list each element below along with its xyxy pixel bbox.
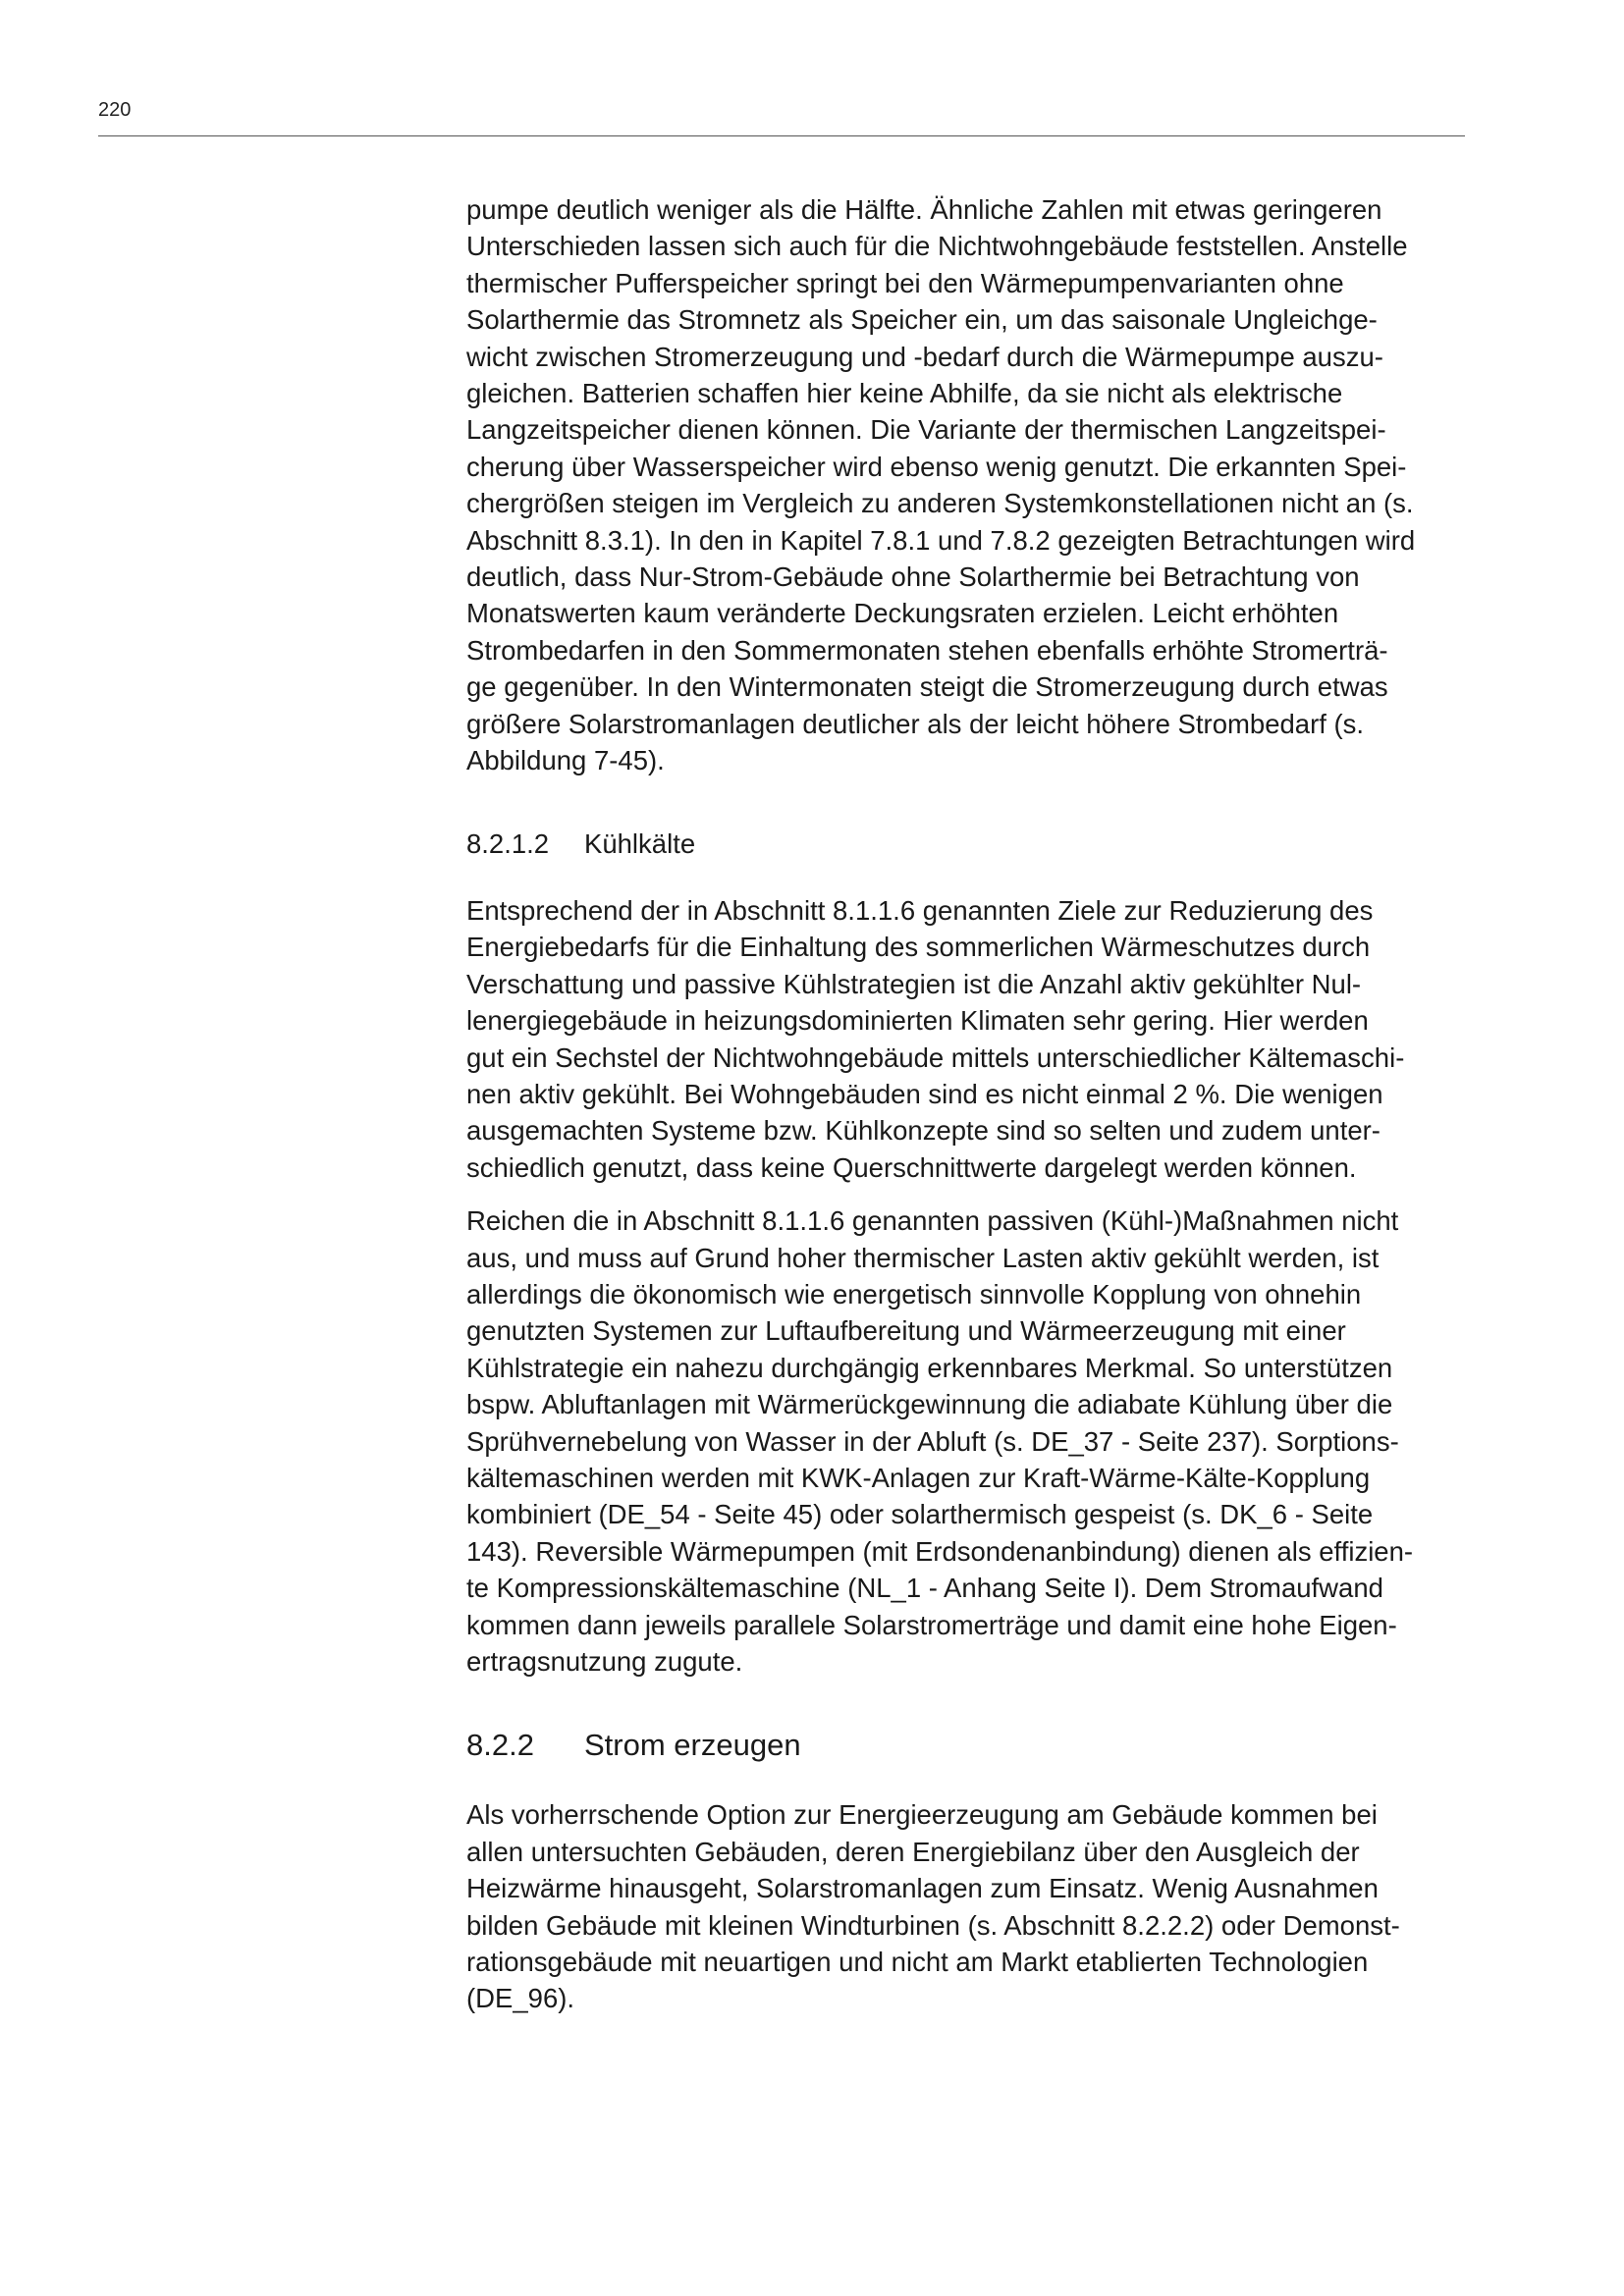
section-title: Strom erzeugen	[584, 1728, 801, 1763]
header-rule	[98, 135, 1465, 136]
section-number: 8.2.1.2	[466, 828, 550, 859]
section-heading-822	[466, 1726, 1448, 1765]
page-number: 220	[98, 99, 132, 121]
paragraph-heat-pump-storage: pumpe deutlich weniger als die Hälfte. Ähnliche Zahlen mit etwas geringeren Unterschieden lassen sich auch für die Nichtwohngebäude feststellen. Anstelle thermischer Pufferspeicher springt bei den Wärmepumpenvarianten ohne Solarthermie das Stromnetz als Speicher ein, um das saisonale Ungleichge- wicht zwischen Stromerzeugung und -bedarf durch die Wärmepumpe auszu- gleichen. Batterien schaffen hier keine Abhilfe, da sie nicht als elektrische Langzeitspeicher dienen können. Die Variante der thermischen Langzeitspei- cherung über Wasserspeicher wird ebenso wenig genutzt. Die erkannten Spei- chergrößen steigen im Vergleich zu anderen Systemkonstellationen nicht an (s. Abschnitt 8.3.1). In den in Kapitel 7.8.1 und 7.8.2 gezeigten Betrachtungen wird deutlich, dass Nur-Strom-Gebäude ohne Solarthermie bei Betrachtung von Monatswerten kaum veränderte Deckungsraten erzielen. Leicht erhöhten Strombedarfen in den Sommermonaten stehen ebenfalls erhöhte Stromerträ- ge gegenüber. In den Wintermonaten steigt die Stromerzeugung durch etwas größere Solarstromanlagen deutlicher als der leicht höhere Strombedarf (s. Abbildung 7-45).	[466, 194, 1416, 776]
section-title: Kühlkälte	[584, 828, 696, 859]
paragraph-cooling-coupling: Reichen die in Abschnitt 8.1.1.6 genannten passiven (Kühl-)Maßnahmen nicht aus, und muss auf Grund hoher thermischer Lasten aktiv gekühlt werden, ist allerdings die ökonomisch wie energetisch sinnvolle Kopplung von ohnehin genutzten Systemen zur Luftaufbereitung und Wärmeerzeugung mit einer Kühlstrategie ein nahezu durchgängig erkennbares Merkmal. So unterstützen bspw. Abluftanlagen mit Wärmerückgewinnung die adiabate Kühlung über die Sprühvernebelung von Wasser in der Abluft (s. DE_37 - Seite 237). Sorptions- kältemaschinen werden mit KWK-Anlagen zur Kraft-Wärme-Kälte-Kopplung kombiniert (DE_54 - Seite 45) oder solarthermisch gespeist (s. DK_6 - Seite 143). Reversible Wärmepumpen (mit Erdsondenanbindung) dienen als effizien- te Kompressionskältemaschine (NL_1 - Anhang Seite I). Dem Stromaufwand kommen dann jeweils parallele Solarstromerträge und damit eine hohe Eigen- ertragsnutzung zugute.	[466, 1205, 1414, 1678]
paragraph-active-cooling: Entsprechend der in Abschnitt 8.1.1.6 genannten Ziele zur Reduzierung des Energiebedarfs für die Einhaltung des sommerlichen Wärmeschutzes durch Verschattung und passive Kühlstrategien ist die Anzahl aktiv gekühlter Nul- lenergiegebäude in heizungsdominierten Klimaten sehr gering. Hier werden gut ein Sechstel der Nichtwohngebäude mittels unterschiedlicher Kältemaschi- nen aktiv gekühlt. Bei Wohngebäuden sind es nicht einmal 2 %. Die wenigen ausgemachten Systeme bzw. Kühlkonzepte sind so selten und zudem unter- schiedlich genutzt, dass keine Querschnittwerte dargelegt werden können.	[466, 894, 1405, 1183]
section-number: 8.2.2	[466, 1728, 534, 1763]
section-heading-8212	[466, 826, 1448, 862]
page-content	[466, 191, 1448, 2017]
paragraph-solar-power: Als vorherrschende Option zur Energieerzeugung am Gebäude kommen bei allen untersuchten Gebäuden, deren Energiebilanz über den Ausgleich der Heizwärme hinausgeht, Solarstromanlagen zum Einsatz. Wenig Ausnahmen bilden Gebäude mit kleinen Windturbinen (s. Abschnitt 8.2.2.2) oder Demonst- rationsgebäude mit neuartigen und nicht am Markt etablierten Technologien (DE_96).	[466, 1799, 1400, 2014]
